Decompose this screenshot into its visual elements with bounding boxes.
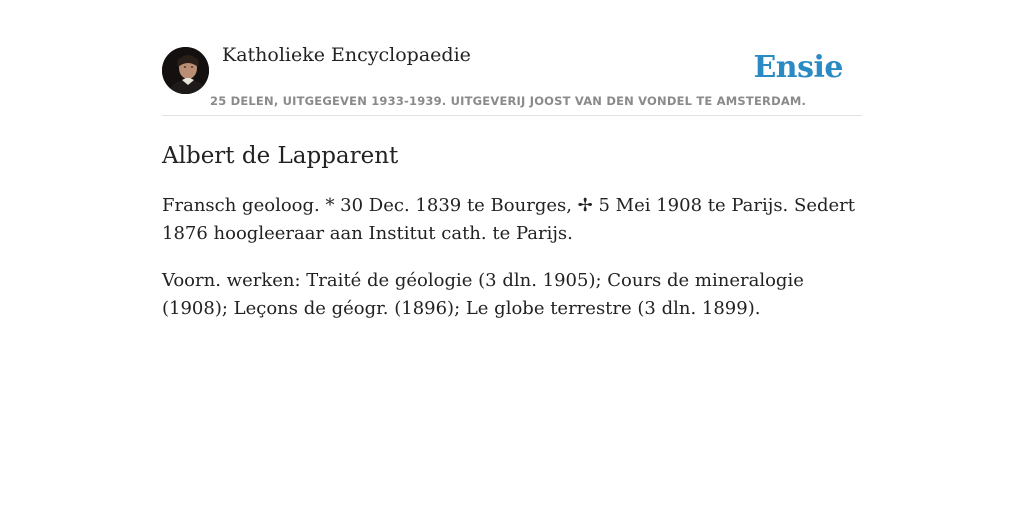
entry-title: Albert de Lapparent [162,143,399,169]
portrait-avatar-icon[interactable] [162,47,209,94]
entry-paragraph: Voorn. werken: Traité de géologie (3 dln. 1905); Cours de mineralogie (1908); Leçons de géogr. (1896); Le globe terrestre (3 dln. 1899). [162,270,804,319]
brand-logo-link[interactable]: Ensie [753,50,843,85]
site-header [162,0,862,116]
page-container [162,0,862,323]
publication-subtitle: 25 DELEN, UITGEGEVEN 1933-1939. UITGEVERIJ JOOST VAN DEN VONDEL TE AMSTERDAM. [210,94,807,108]
book-title[interactable]: Katholieke Encyclopaedie [222,44,471,66]
entry-paragraph: Fransch geoloog. * 30 Dec. 1839 te Bourges, ✢ 5 Mei 1908 te Parijs. Sedert 1876 hoogleeraar aan Institut cath. te Parijs. [162,195,855,244]
